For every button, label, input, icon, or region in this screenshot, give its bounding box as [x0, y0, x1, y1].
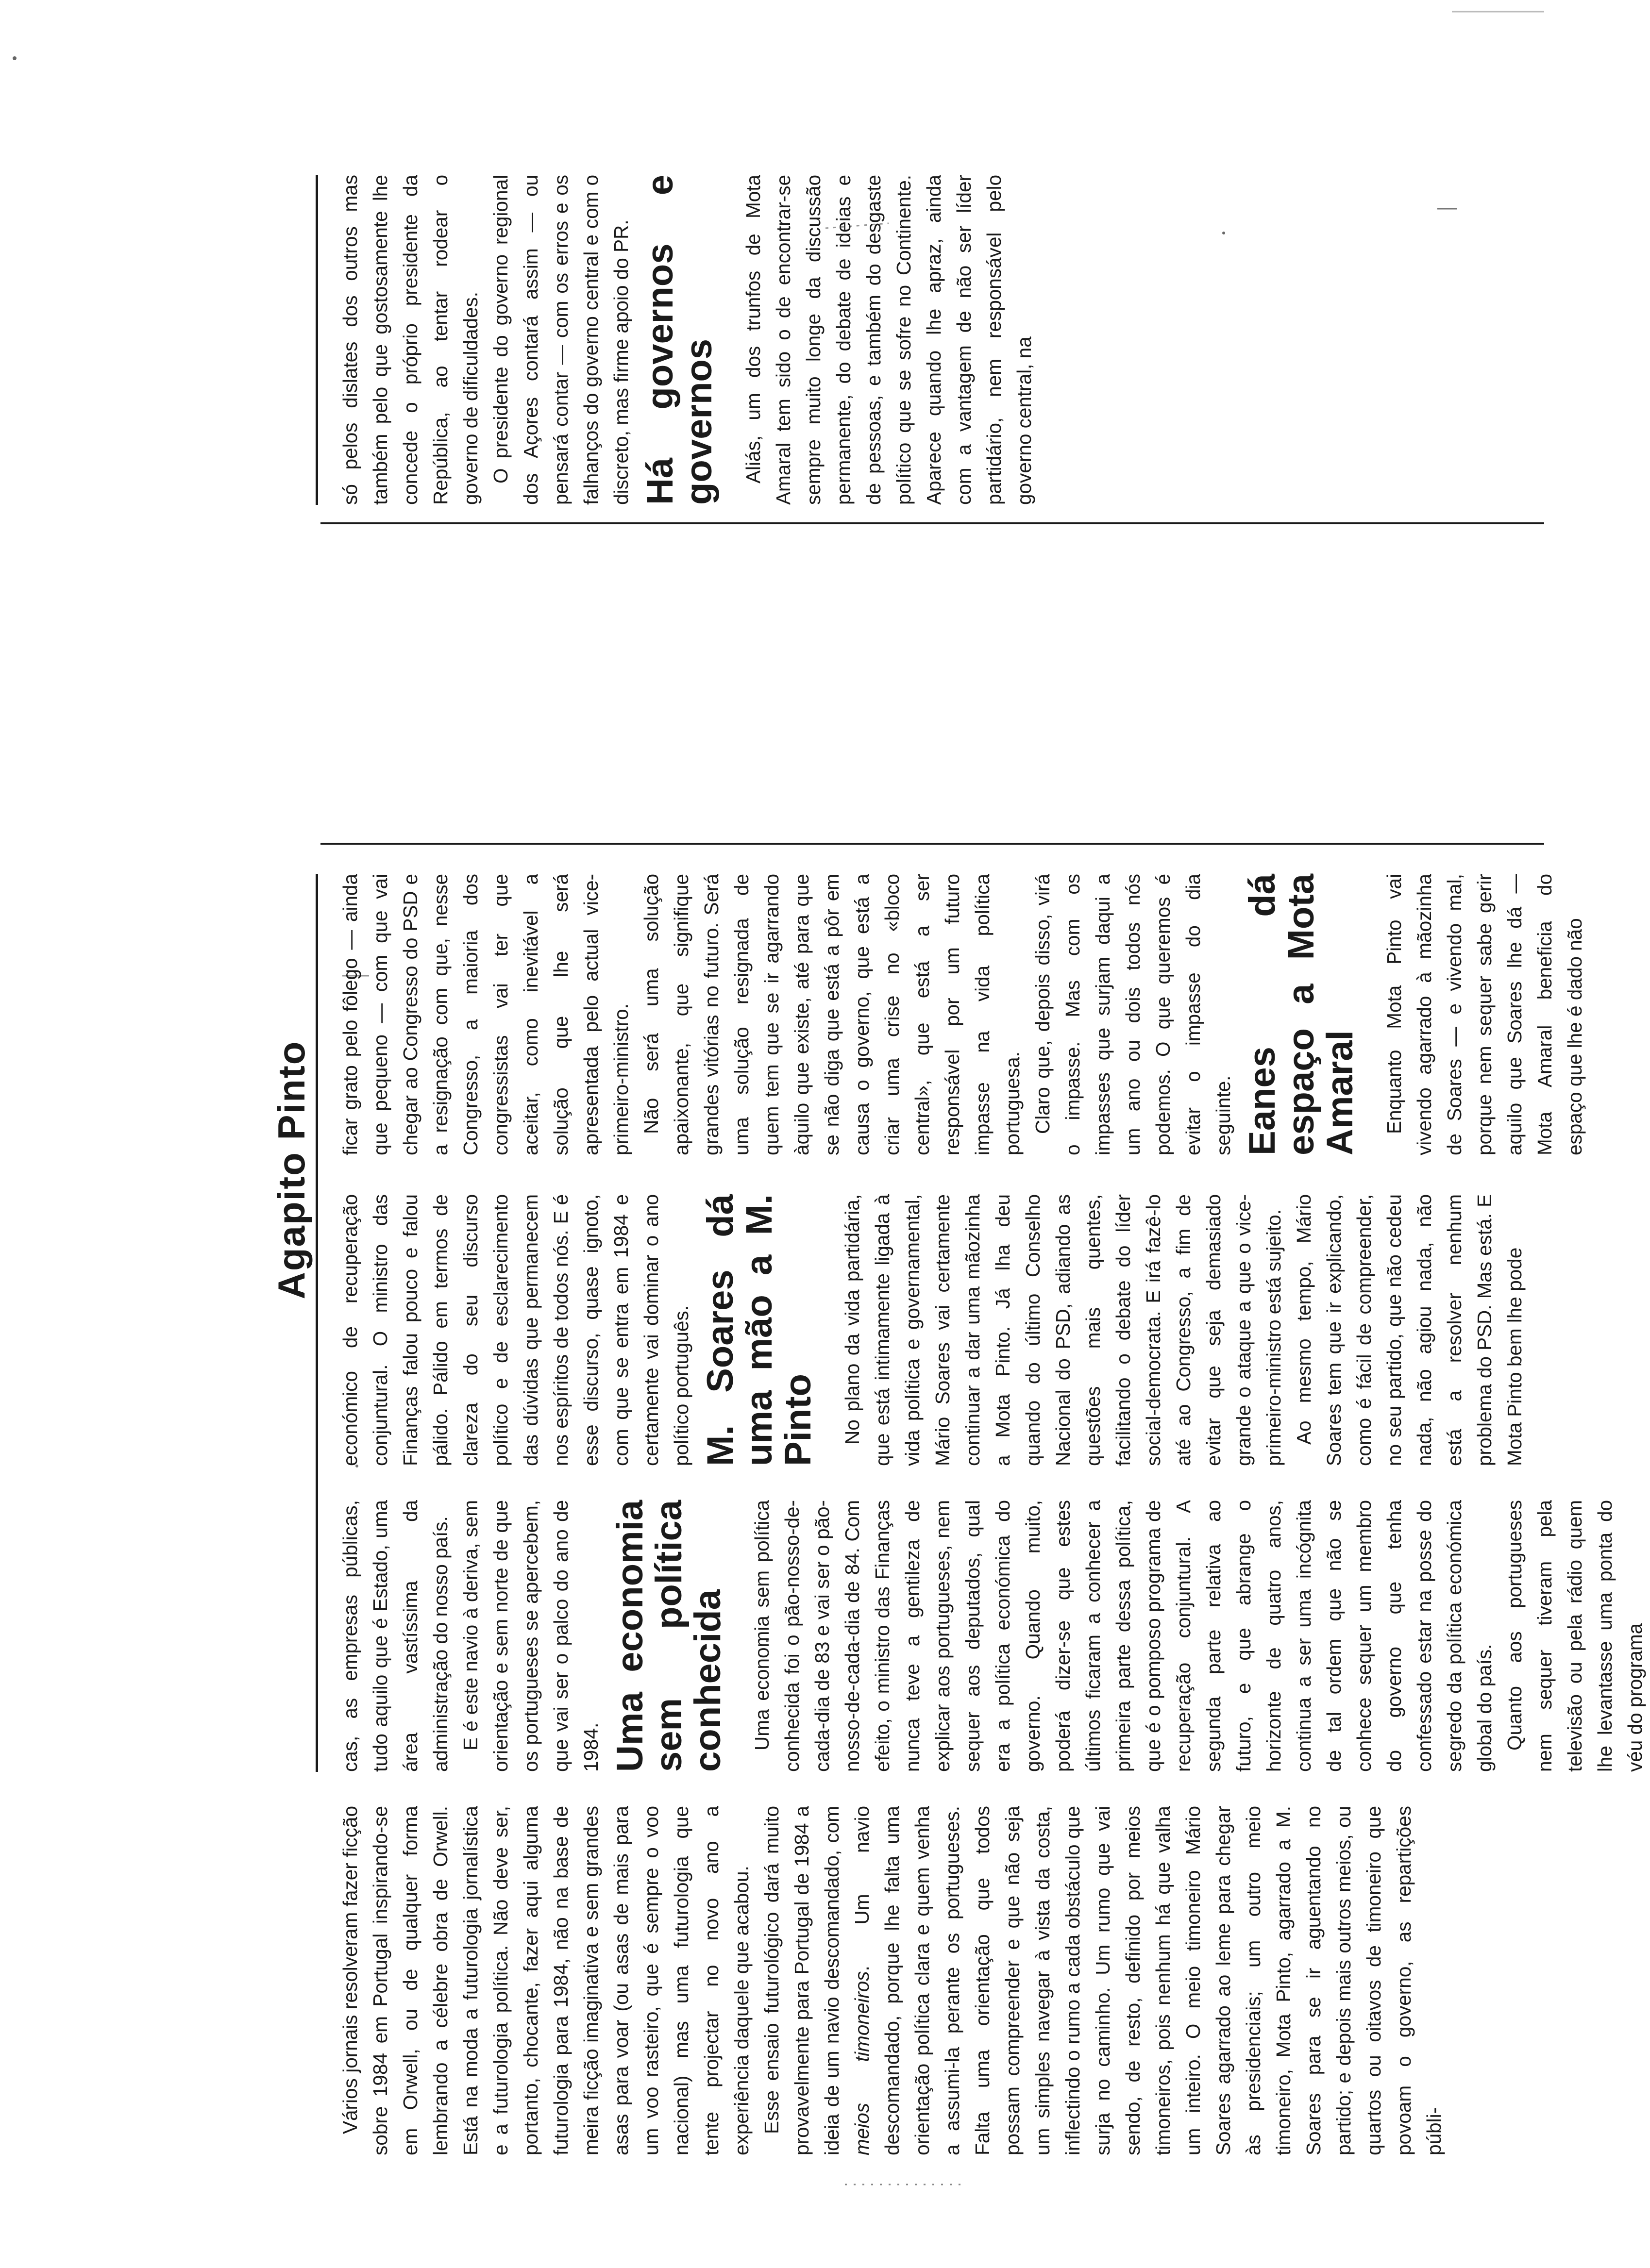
article-column-4 [335, 874, 1590, 1155]
paragraph: E é este navio à deriva, sem orientação e sem norte de que os portugueses se apercebem, que vai ser o palco do ano de 1984. [459, 1500, 602, 1772]
paragraph: ficar grato pelo fôlego — ainda que pequeno — com que vai chegar ao Congresso do PSD e a resignação com que, nesse Congresso, a maioria dos congressistas vai ter que aceitar, como inevitável a solução que lhe será apresentada pelo actual vice-primeiro-ministro. [339, 874, 632, 1155]
paragraph: Não será uma solução apaixonante, que signifique grandes vitórias no futuro. Será uma solução resignada de quem tem que se ir agarrando àquilo que existe, até para que se não diga que está a pôr em causa o governo, que está a criar uma crise no «bloco central», que está a ser responsável por um futuro impasse na vida política portuguesa. [640, 874, 1024, 1155]
article-column-3 [335, 1194, 1530, 1466]
paragraph: económico de recuperação conjuntural. O ministro das Finanças falou pouco e falou pálido. Pálido em termos de clareza do seu discurso político e de esclarecimento das dúvidas que permanecem nos espíritos de todos nós. E é esse discurso, quase ignoto, com que se entra em 1984 e certamente vai dominar o ano político português. [339, 1194, 692, 1466]
paragraph: Claro que, depois disso, virá o impasse. Mas com os impasses que surjam daqui a um ano ou dois todos nós podemos. O que queremos é evitar o impasse do dia seguinte. [1031, 874, 1234, 1155]
paragraph: só pelos dislates dos outros mas também pelo que gostosamente lhe concede o próprio presidente da República, ao tentar rodear o governo de dificuldades. [339, 175, 482, 505]
paragraph: cas, as empresas públicas, tudo aquilo que é Estado, uma área vastíssima da administração do nosso país. [339, 1500, 452, 1772]
section-heading: Há governos e governos [640, 175, 720, 505]
paragraph: Quanto aos portugueses nem sequer tiveram pela televisão ou pela rádio quem lhe levantasse uma ponta do véu do programa [1503, 1500, 1646, 1772]
column-top-rule-right [316, 175, 318, 505]
article-column-5 [335, 175, 1039, 505]
rotated-newspaper-article [270, 175, 1646, 2155]
paragraph: No plano da vida partidária, que está intimamente ligada à vida política e governamental, Mário Soares vai certamente continuar a dar uma mãozinha a Mota Pinto. Já lha deu quando do último Conselho Nacional do PSD, adiando as questões mais quentes, facilitando o debate do líder social-democrata. E irá fazê-lo até ao Congresso, a fim de evitar que seja demasiado grande o ataque a que o vice-primeiro-ministro está sujeito. [841, 1194, 1285, 1466]
paragraph: O presidente do governo regional dos Açores contará assim — ou pensará contar — com os erros e os falhanços do governo central e com o discreto, mas firme apoio do PR. [489, 175, 632, 505]
paragraph [757, 1806, 1449, 2155]
section-heading: Eanes dá espaço a Mota Amaral [1242, 874, 1361, 1155]
column-divider [320, 843, 1544, 845]
paragraph-text: Esse ensaio futurológico dará muito provavelmente para Portugal de 1984 a ideia de um navio descomandado, com [760, 1806, 843, 2155]
byline: Agapito Pinto [270, 1040, 313, 1300]
paragraph: Aliás, um dos trunfos de Mota Amaral tem sido o de encontrar-se sempre muito longe da discussão permanente, do debate de ideias e de pessoas, e também do desgaste político que se sofre no Continente. Aparece quando lhe apraz, ainda com a vantagem de não ser líder partidário, nem responsável pelo governo central, na [742, 175, 1035, 505]
section-heading: M. Soares dá uma mão a M. Pinto [700, 1194, 819, 1466]
column-divider [320, 522, 1544, 524]
paragraph-text: . Um navio descomandado, porque lhe falta uma orientação política clara e quem venha a assumi-la perante os portugueses. Falta uma orientação que todos possam compreender e que não seja um simples navegar à vista da costa, inflectindo o rumo a cada obstáculo que surja no caminho. Um rumo que vai sendo, de resto, definido por meios timoneiros, pois nenhum há que valha um inteiro. O meio timoneiro Mário Soares agarrado ao leme para chegar às presidenciais; um outro meio timoneiro, Mota Pinto, agarrado a M. Soares para se ir aguentando no partido; e depois mais outros meios, ou quartos ou oitavos de timoneiro que povoam o governo, as repartições públi- [851, 1806, 1445, 2155]
article-column-2 [335, 1500, 1650, 1772]
paragraph: Enquanto Mota Pinto vai vivendo agarrado à mãozinha de Soares — e vivendo mal, porque nem sequer sabe gerir aquilo que Soares lhe dá — Mota Amaral beneficia do espaço que lhe é dado não [1383, 874, 1586, 1155]
paragraph-emphasis: meios timoneiros [851, 1971, 873, 2155]
article-column-1 [335, 1806, 1449, 2155]
column-top-rule [316, 874, 318, 1772]
paragraph: Ao mesmo tempo, Mário Soares tem que ir explicando, como é fácil de compreender, no seu partido, que não cedeu nada, não agiou nada, não está a resolver nenhum problema do PSD. Mas está. E Mota Pinto bem lhe pode [1293, 1194, 1526, 1466]
paragraph: Vários jornais resolveram fazer ficção sobre 1984 em Portugal inspirando-se em Orwell, ou de qualquer forma lembrando a célebre obra de Orwell. Está na moda a futurologia jornalística e a futurologia política. Não deve ser, portanto, chocante, fazer aqui alguma futurologia para 1984, não na base de meira ficção imaginativa e sem grandes asas para voar (ou asas de mais para um voo rasteiro, que é sempre o voo nacional) mas uma futurologia que tente projectar no novo ano a experiência daquele que acabou. [339, 1806, 753, 2155]
section-heading: Uma economia sem política conhecida [609, 1500, 728, 1772]
paragraph: Uma economia sem política conhecida foi o pão-nosso-de-cada-dia de 83 e vai ser o pão-nosso-de-cada-dia de 84. Com efeito, o ministro das Finanças nunca teve a gentileza de explicar aos portugueses, nem sequer aos deputados, qual era a política económica do governo. Quando muito, poderá dizer-se que estes últimos ficaram a conhecer a primeira parte dessa política, que é o pomposo programa de recuperação conjuntural. A segunda parte relativa ao futuro, e que abrange o horizonte de quatro anos, continua a ser uma incógnita de tal ordem que não se conhece sequer um membro do governo que tenha confessado estar na posse do segredo da política económica global do país. [751, 1500, 1496, 1772]
